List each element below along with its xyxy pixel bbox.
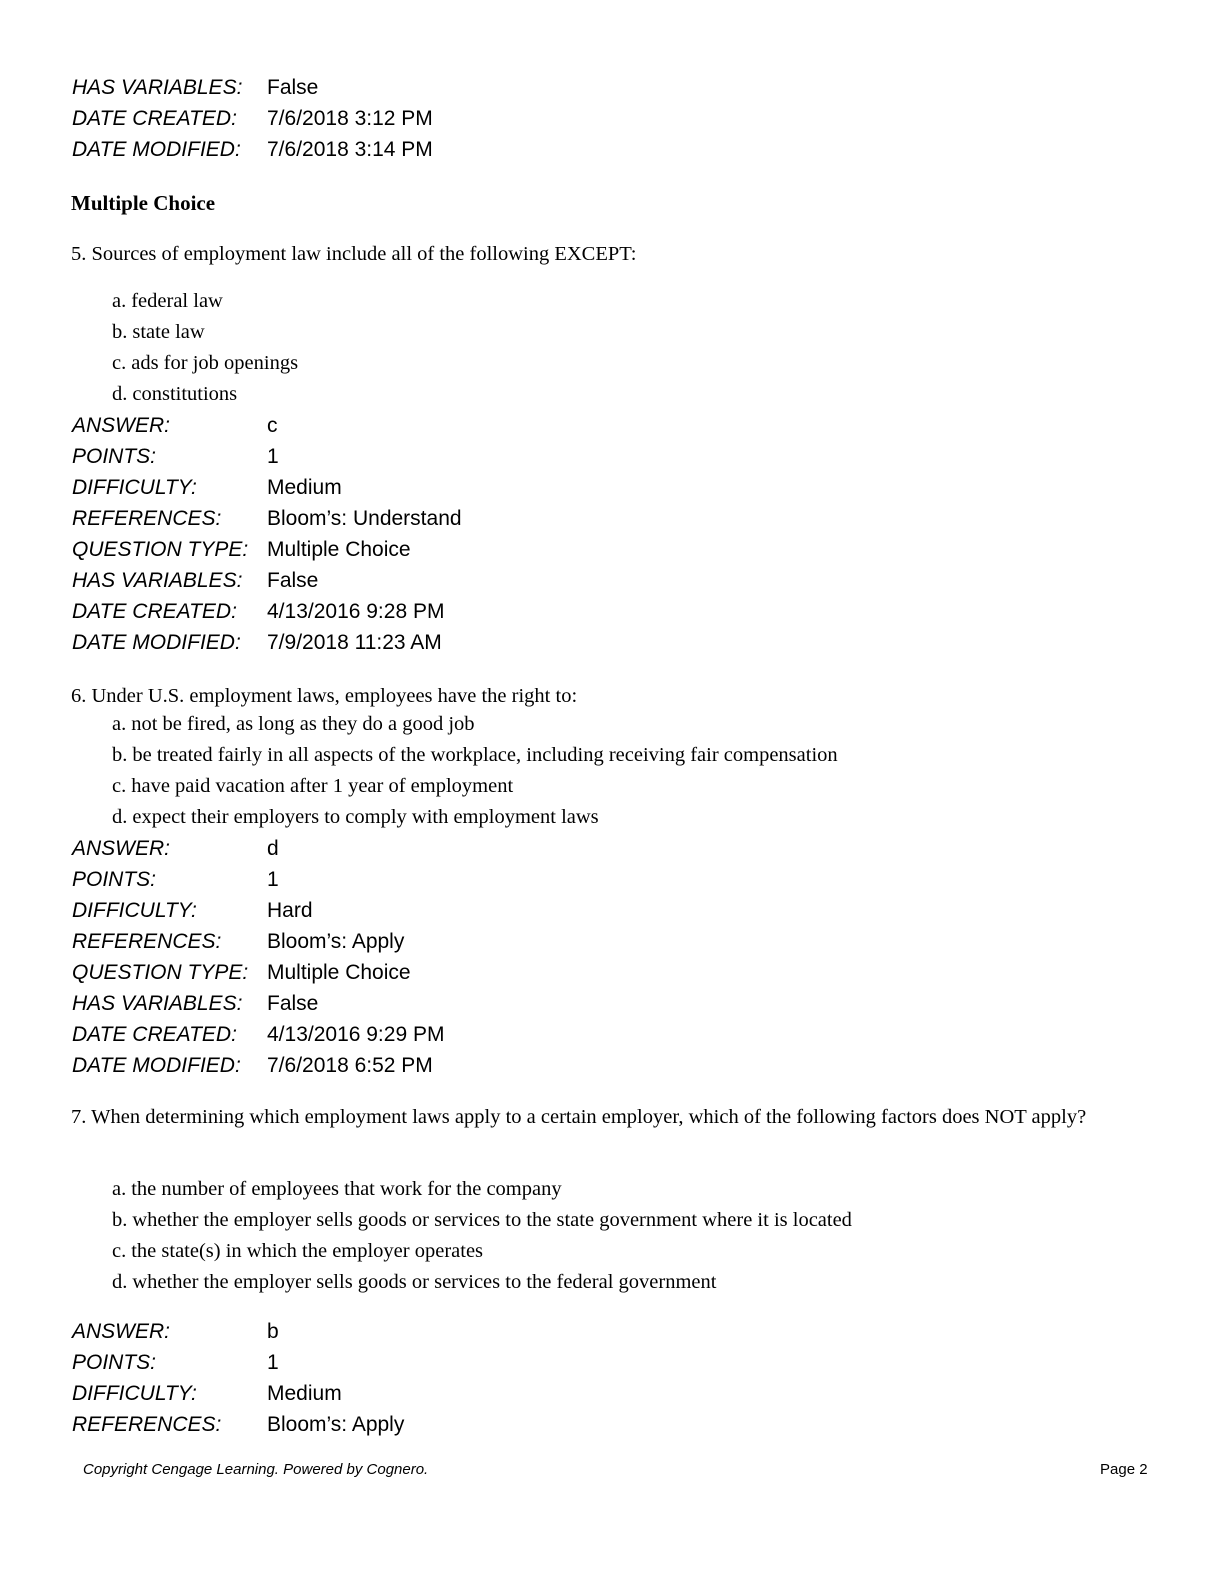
metadata-key: QUESTION TYPE: bbox=[72, 538, 249, 561]
metadata-value: b bbox=[267, 1320, 279, 1343]
metadata-value: Multiple Choice bbox=[267, 538, 411, 561]
difficulty-row bbox=[72, 895, 872, 926]
metadata-key: DATE MODIFIED: bbox=[72, 1054, 241, 1077]
metadata-key: ANSWER: bbox=[72, 1320, 171, 1343]
metadata-key: DATE CREATED: bbox=[72, 107, 237, 130]
choice-text: the number of employees that work for the company bbox=[131, 1178, 562, 1200]
choice-text: expect their employers to comply with employment laws bbox=[132, 806, 599, 828]
choice-d bbox=[112, 1267, 1152, 1298]
page-number: Page 2 bbox=[1100, 1461, 1148, 1478]
choice-letter: c. bbox=[112, 352, 127, 374]
answer-row bbox=[72, 1316, 872, 1347]
metadata-key: HAS VARIABLES: bbox=[72, 569, 243, 592]
metadata-value: Bloom’s: Apply bbox=[267, 930, 405, 953]
choice-text: state law bbox=[132, 321, 205, 343]
choice-text: have paid vacation after 1 year of employment bbox=[131, 775, 514, 797]
question-5-metadata bbox=[72, 410, 872, 658]
metadata-key: ANSWER: bbox=[72, 837, 171, 860]
choice-text: constitutions bbox=[132, 383, 238, 405]
has-variables-row bbox=[72, 565, 872, 596]
choice-a bbox=[112, 1174, 1152, 1205]
question-type-row bbox=[72, 534, 872, 565]
metadata-value: 1 bbox=[267, 445, 279, 468]
metadata-key: REFERENCES: bbox=[72, 930, 222, 953]
metadata-key: DATE MODIFIED: bbox=[72, 138, 241, 161]
metadata-value: Bloom’s: Understand bbox=[267, 507, 462, 530]
references-row bbox=[72, 926, 872, 957]
points-row bbox=[72, 1347, 872, 1378]
metadata-value: 7/9/2018 11:23 AM bbox=[267, 631, 442, 654]
metadata-value: 7/6/2018 6:52 PM bbox=[267, 1054, 433, 1077]
choice-letter: a. bbox=[112, 290, 127, 312]
section-heading: Multiple Choice bbox=[71, 191, 216, 215]
metadata-value: Bloom’s: Apply bbox=[267, 1413, 405, 1436]
question-6-text: 6. Under U.S. employment laws, employees have the right to: bbox=[71, 685, 578, 707]
choice-letter: a. bbox=[112, 1178, 127, 1200]
metadata-value: False bbox=[267, 992, 319, 1015]
metadata-key: DATE CREATED: bbox=[72, 1023, 237, 1046]
metadata-value: 1 bbox=[267, 868, 279, 891]
choice-a bbox=[112, 286, 1152, 317]
choice-text: ads for job openings bbox=[131, 352, 299, 374]
copyright-footer: Copyright Cengage Learning. Powered by Cognero. bbox=[83, 1461, 429, 1478]
choice-letter: d. bbox=[112, 1271, 128, 1293]
metadata-key: REFERENCES: bbox=[72, 1413, 222, 1436]
metadata-key: HAS VARIABLES: bbox=[72, 76, 243, 99]
choice-letter: b. bbox=[112, 1209, 128, 1231]
metadata-key: DIFFICULTY: bbox=[72, 899, 197, 922]
metadata-key: POINTS: bbox=[72, 1351, 157, 1374]
metadata-key: DATE CREATED: bbox=[72, 600, 237, 623]
choice-letter: b. bbox=[112, 321, 128, 343]
metadata-value: Multiple Choice bbox=[267, 961, 411, 984]
answer-row bbox=[72, 833, 872, 864]
metadata-key: DATE MODIFIED: bbox=[72, 631, 241, 654]
choice-text: federal law bbox=[131, 290, 223, 312]
choice-text: be treated fairly in all aspects of the workplace, including receiving fair compensation bbox=[132, 744, 838, 766]
choice-letter: d. bbox=[112, 806, 128, 828]
question-5-text: 5. Sources of employment law include all of the following EXCEPT: bbox=[71, 243, 637, 265]
date-created-row bbox=[72, 596, 872, 627]
metadata-row bbox=[72, 103, 872, 134]
metadata-value: Hard bbox=[267, 899, 313, 922]
metadata-key: REFERENCES: bbox=[72, 507, 222, 530]
choice-d bbox=[112, 802, 1152, 833]
question-7-metadata bbox=[72, 1316, 872, 1440]
date-modified-row bbox=[72, 627, 872, 658]
question-6-choices bbox=[112, 709, 1152, 833]
metadata-value: 7/6/2018 3:14 PM bbox=[267, 138, 433, 161]
metadata-value: Medium bbox=[267, 1382, 342, 1405]
question-7-choices bbox=[112, 1174, 1152, 1298]
choice-text: whether the employer sells goods or services to the federal government bbox=[132, 1271, 717, 1293]
metadata-value: 1 bbox=[267, 1351, 279, 1374]
metadata-value: False bbox=[267, 569, 319, 592]
choice-letter: a. bbox=[112, 713, 127, 735]
date-modified-row bbox=[72, 1050, 872, 1081]
question-4-metadata bbox=[72, 72, 872, 165]
metadata-value: False bbox=[267, 76, 319, 99]
question-5-choices bbox=[112, 286, 1152, 410]
metadata-key: POINTS: bbox=[72, 445, 157, 468]
choice-c bbox=[112, 771, 1152, 802]
metadata-row bbox=[72, 134, 872, 165]
choice-text: not be fired, as long as they do a good job bbox=[131, 713, 475, 735]
metadata-key: HAS VARIABLES: bbox=[72, 992, 243, 1015]
metadata-value: c bbox=[267, 414, 278, 437]
question-7-text: 7. When determining which employment laws apply to a certain employer, which of the following factors does NOT apply? bbox=[71, 1106, 1087, 1128]
choice-d bbox=[112, 379, 1152, 410]
points-row bbox=[72, 864, 872, 895]
choice-letter: b. bbox=[112, 744, 128, 766]
references-row bbox=[72, 1409, 872, 1440]
metadata-value: Medium bbox=[267, 476, 342, 499]
question-6-metadata bbox=[72, 833, 872, 1081]
choice-b bbox=[112, 1205, 1152, 1236]
points-row bbox=[72, 441, 872, 472]
answer-row bbox=[72, 410, 872, 441]
choice-text: whether the employer sells goods or services to the state government where it is located bbox=[132, 1209, 852, 1231]
difficulty-row bbox=[72, 1378, 872, 1409]
metadata-key: DIFFICULTY: bbox=[72, 476, 197, 499]
choice-letter: c. bbox=[112, 1240, 127, 1262]
choice-letter: d. bbox=[112, 383, 128, 405]
question-type-row bbox=[72, 957, 872, 988]
has-variables-row bbox=[72, 988, 872, 1019]
metadata-key: ANSWER: bbox=[72, 414, 171, 437]
choice-c bbox=[112, 1236, 1152, 1267]
choice-b bbox=[112, 317, 1152, 348]
metadata-value: d bbox=[267, 837, 279, 860]
metadata-value: 4/13/2016 9:28 PM bbox=[267, 600, 445, 623]
choice-letter: c. bbox=[112, 775, 127, 797]
metadata-key: QUESTION TYPE: bbox=[72, 961, 249, 984]
choice-b bbox=[112, 740, 1152, 771]
references-row bbox=[72, 503, 872, 534]
choice-a bbox=[112, 709, 1152, 740]
metadata-key: POINTS: bbox=[72, 868, 157, 891]
metadata-row bbox=[72, 72, 872, 103]
metadata-value: 7/6/2018 3:12 PM bbox=[267, 107, 433, 130]
difficulty-row bbox=[72, 472, 872, 503]
choice-text: the state(s) in which the employer operates bbox=[131, 1240, 484, 1262]
metadata-value: 4/13/2016 9:29 PM bbox=[267, 1023, 445, 1046]
choice-c bbox=[112, 348, 1152, 379]
metadata-key: DIFFICULTY: bbox=[72, 1382, 197, 1405]
date-created-row bbox=[72, 1019, 872, 1050]
